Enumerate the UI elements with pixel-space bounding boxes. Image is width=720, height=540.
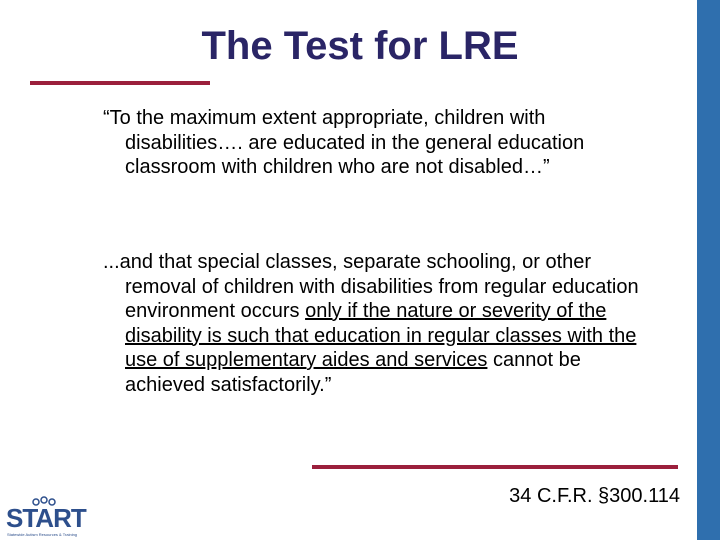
citation: 34 C.F.R. §300.114 <box>509 485 680 507</box>
quote2-underlined-text: only if the nature or severity of the disability is such that education in regular classes with the use of supplementary aides and services <box>125 300 637 371</box>
start-logo <box>6 496 86 540</box>
side-accent-bar <box>697 0 720 540</box>
title-underline-rule <box>30 81 210 85</box>
logo-subtext: Statewide Autism Resources & Training <box>7 532 78 537</box>
quote2-text-start: ...and that special classes, separate schooling, or other removal of children with disabilities from regular education environment occurs <box>103 251 639 322</box>
quote-paragraph-1: “To the maximum extent appropriate, children with disabilities…. are educated in the general education classroom with children who are not disabled…” <box>103 107 585 178</box>
logo-wordmark: START <box>6 503 86 533</box>
citation-rule <box>312 465 678 469</box>
quote-paragraph-2 <box>103 250 645 397</box>
slide-title: The Test for LRE <box>201 24 519 68</box>
quote2-text-end: cannot be achieved satisfactorily.” <box>125 349 581 396</box>
